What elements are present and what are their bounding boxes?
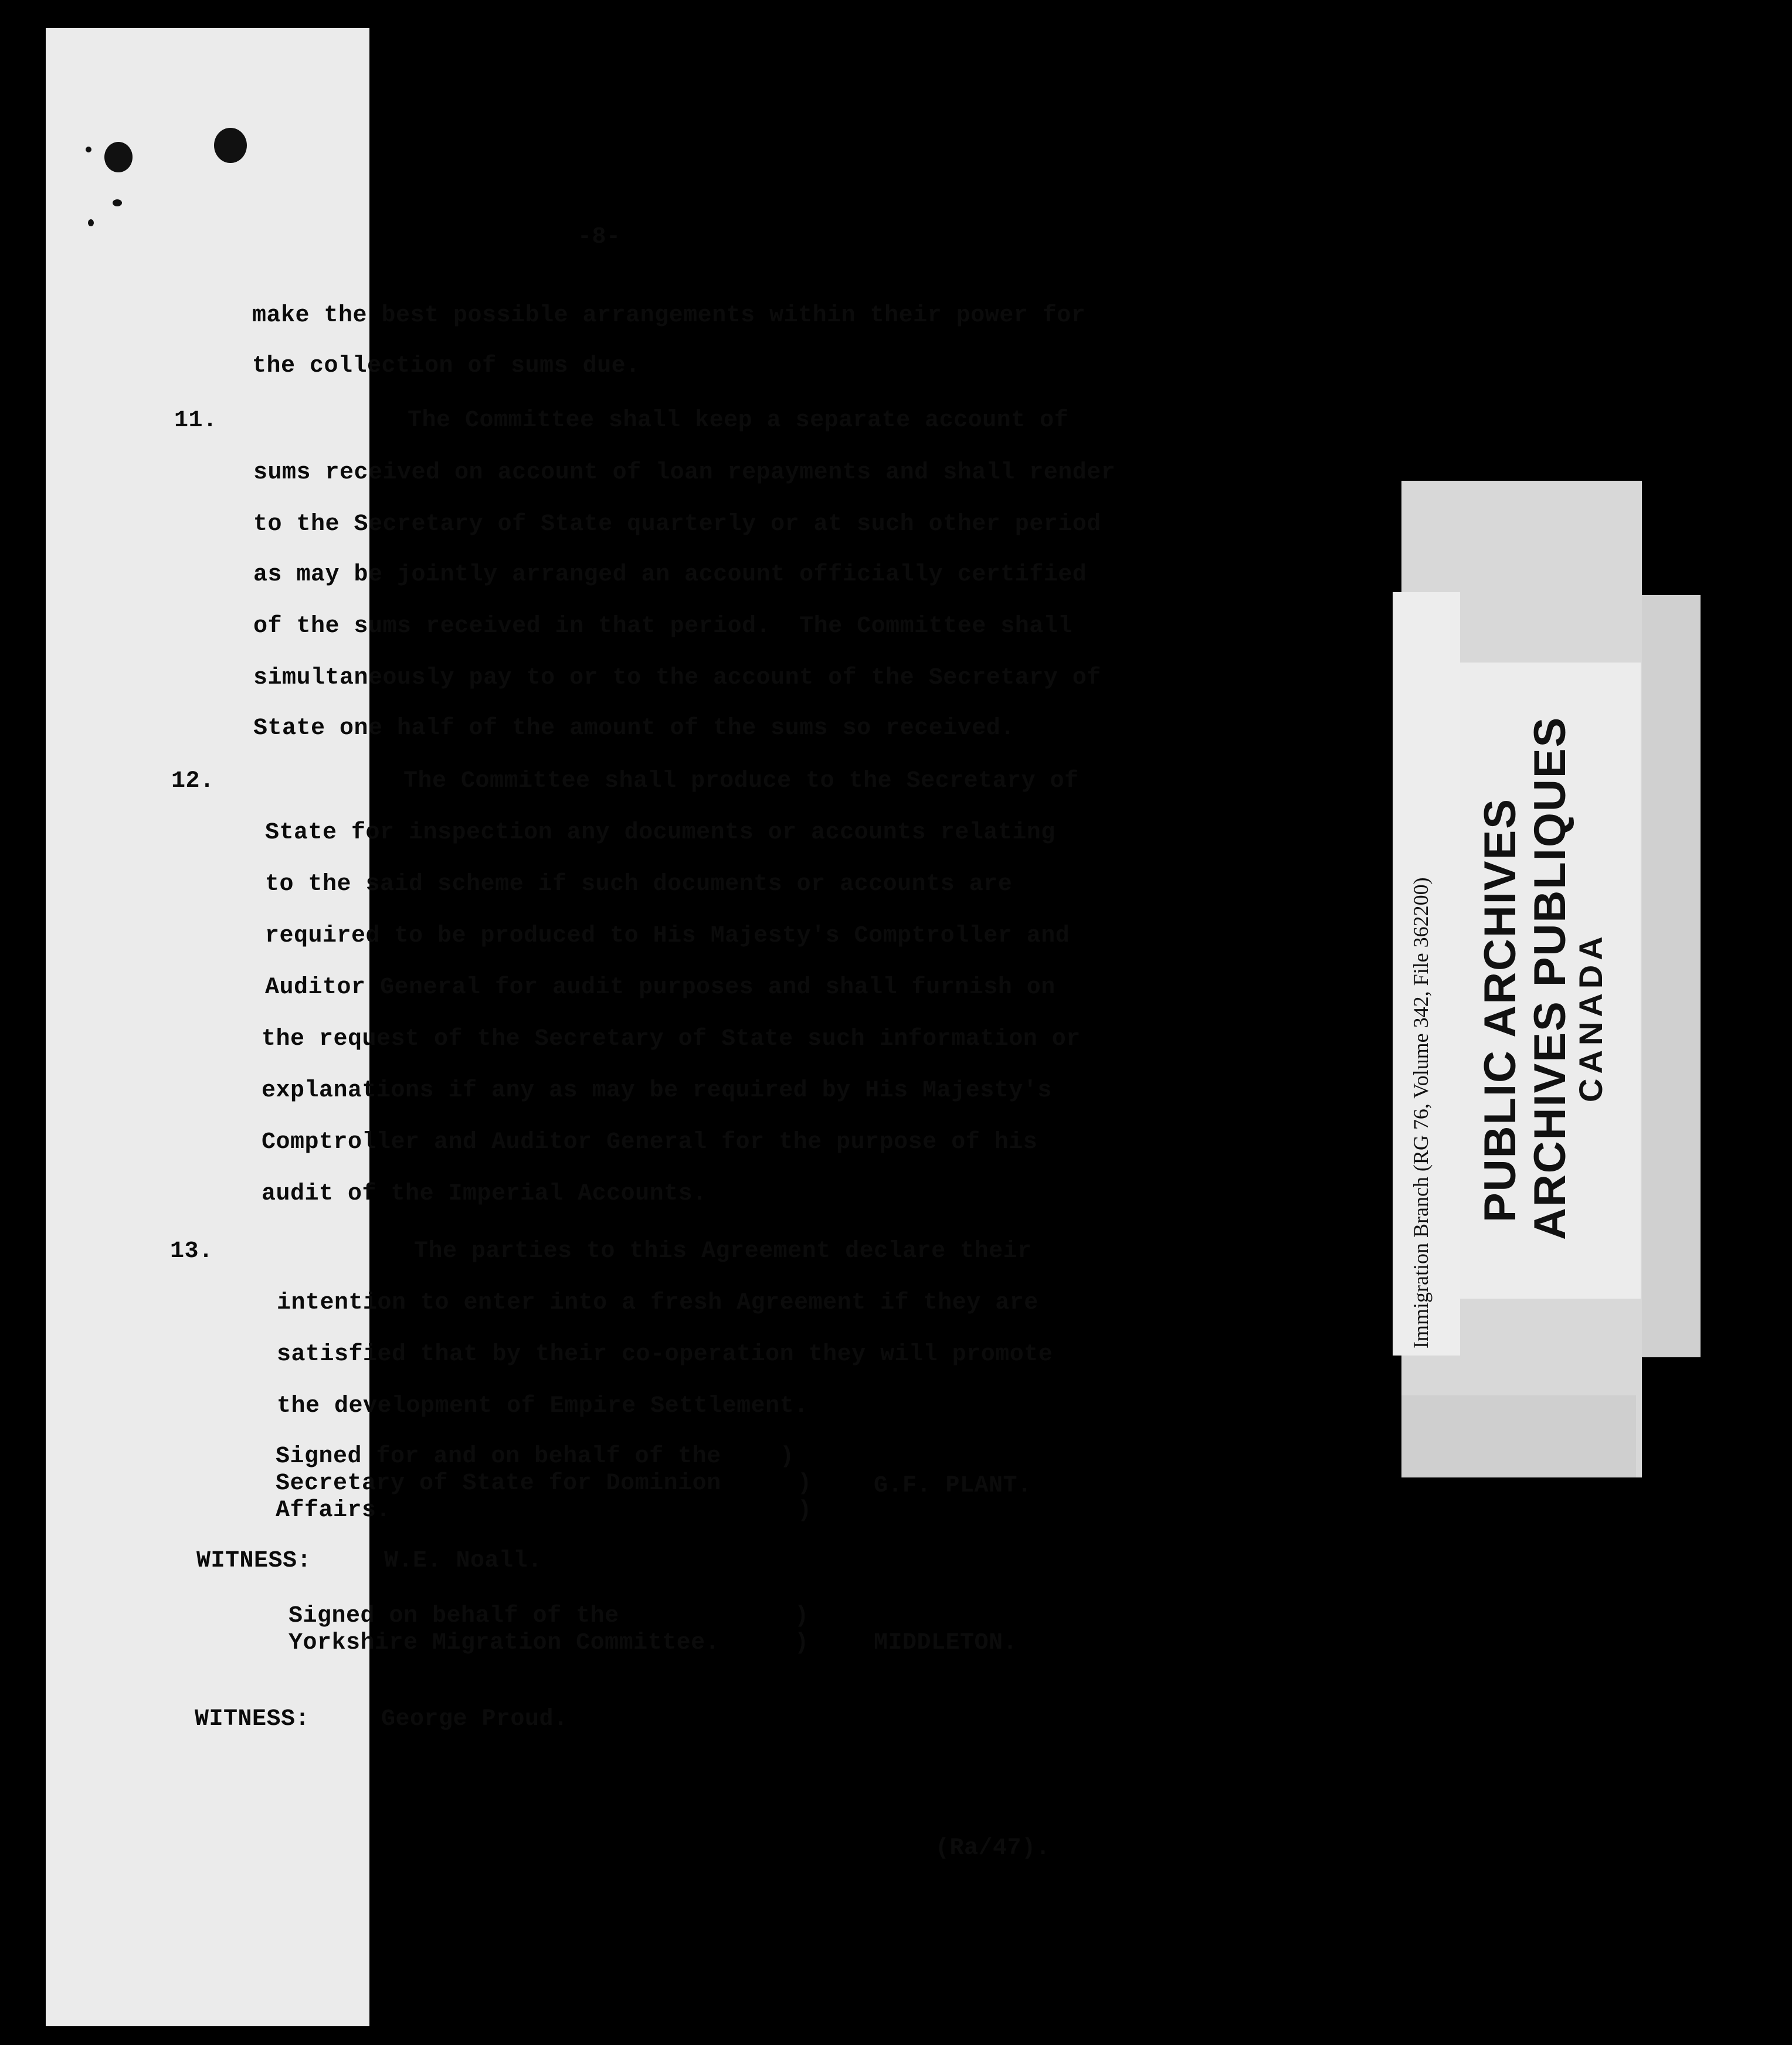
signature-bracket: )	[797, 1497, 812, 1524]
archive-line-english: PUBLIC ARCHIVES	[1475, 798, 1525, 1222]
paragraph-line: The Committee shall produce to the Secretary of	[403, 768, 1079, 794]
paragraph-line: simultaneously pay to or to the account of the Secretary of	[253, 665, 1101, 691]
paragraph-line: satisfied that by their co-operation they will promote	[277, 1341, 1053, 1368]
archive-line-french: ARCHIVES PUBLIQUES	[1525, 716, 1575, 1240]
paragraph-number: 12.	[171, 768, 215, 794]
paragraph-number: 11.	[174, 407, 218, 434]
witness-name: George Proud.	[381, 1706, 568, 1733]
page-number: -8-	[578, 224, 621, 250]
paragraph-line: as may be jointly arranged an account officially certified	[253, 562, 1087, 588]
paragraph-line: Auditor General for audit purposes and shall furnish on	[265, 974, 1055, 1001]
archive-country: CANADA	[1572, 932, 1609, 1102]
reference-code: (Ra/47).	[935, 1835, 1051, 1861]
paragraph-line: explanations if any as may be required by His Majesty's	[262, 1078, 1052, 1104]
witness-label: WITNESS:	[195, 1706, 310, 1733]
signature-bracket: )	[780, 1443, 795, 1470]
paragraph-line: intention to enter into a fresh Agreement if they are	[277, 1290, 1038, 1316]
signature-text: Affairs.	[276, 1497, 391, 1524]
paragraph-line: Comptroller and Auditor General for the purpose of his	[262, 1129, 1038, 1156]
paragraph-line: audit of the Imperial Accounts.	[262, 1181, 707, 1207]
signatory-name: G.F. PLANT.	[874, 1473, 1032, 1499]
signature-text: Signed on behalf of the	[289, 1603, 619, 1629]
signature-text: Signed for and on behalf of the	[276, 1443, 721, 1470]
paragraph-line: to the said scheme if such documents or accounts are	[265, 871, 1013, 898]
paragraph-line: the request of the Secretary of State such information or	[262, 1026, 1081, 1052]
paragraph-line: of the sums received in that period. The Committee shall	[253, 613, 1073, 640]
paragraph-line: State one half of the amount of the sums so received.	[253, 715, 1015, 742]
signature-text: Yorkshire Migration Committee.	[289, 1630, 720, 1656]
signature-bracket: )	[795, 1603, 809, 1629]
paragraph-line: State for inspection any documents or accounts relating	[265, 820, 1055, 846]
paragraph-line: the development of Empire Settlement.	[277, 1393, 809, 1419]
signatory-name: MIDDLETON.	[874, 1630, 1018, 1656]
signature-bracket: )	[797, 1470, 812, 1497]
archive-label-backing	[1401, 1395, 1636, 1477]
paragraph-number: 13.	[170, 1238, 213, 1265]
paragraph-line: the collection of sums due.	[252, 353, 640, 379]
archive-label-backing	[1642, 595, 1701, 1357]
paragraph-line: The parties to this Agreement declare their	[414, 1238, 1032, 1265]
signature-bracket: )	[795, 1630, 809, 1656]
paragraph-line: The Committee shall keep a separate account of	[408, 407, 1069, 434]
witness-name: W.E. Noall.	[384, 1548, 542, 1574]
signature-text: Secretary of State for Dominion	[276, 1470, 721, 1497]
paragraph-line: make the best possible arrangements within their power for	[252, 303, 1086, 329]
paragraph-line: sums received on account of loan repayments and shall render	[253, 460, 1116, 486]
witness-label: WITNESS:	[196, 1548, 312, 1574]
paragraph-line: to the Secretary of State quarterly or at such other period	[253, 511, 1101, 538]
archive-source-note: Immigration Branch (RG 76, Volume 342, File 362200)	[1409, 877, 1433, 1348]
paragraph-line: required to be produced to His Majesty's Comptroller and	[265, 923, 1070, 949]
